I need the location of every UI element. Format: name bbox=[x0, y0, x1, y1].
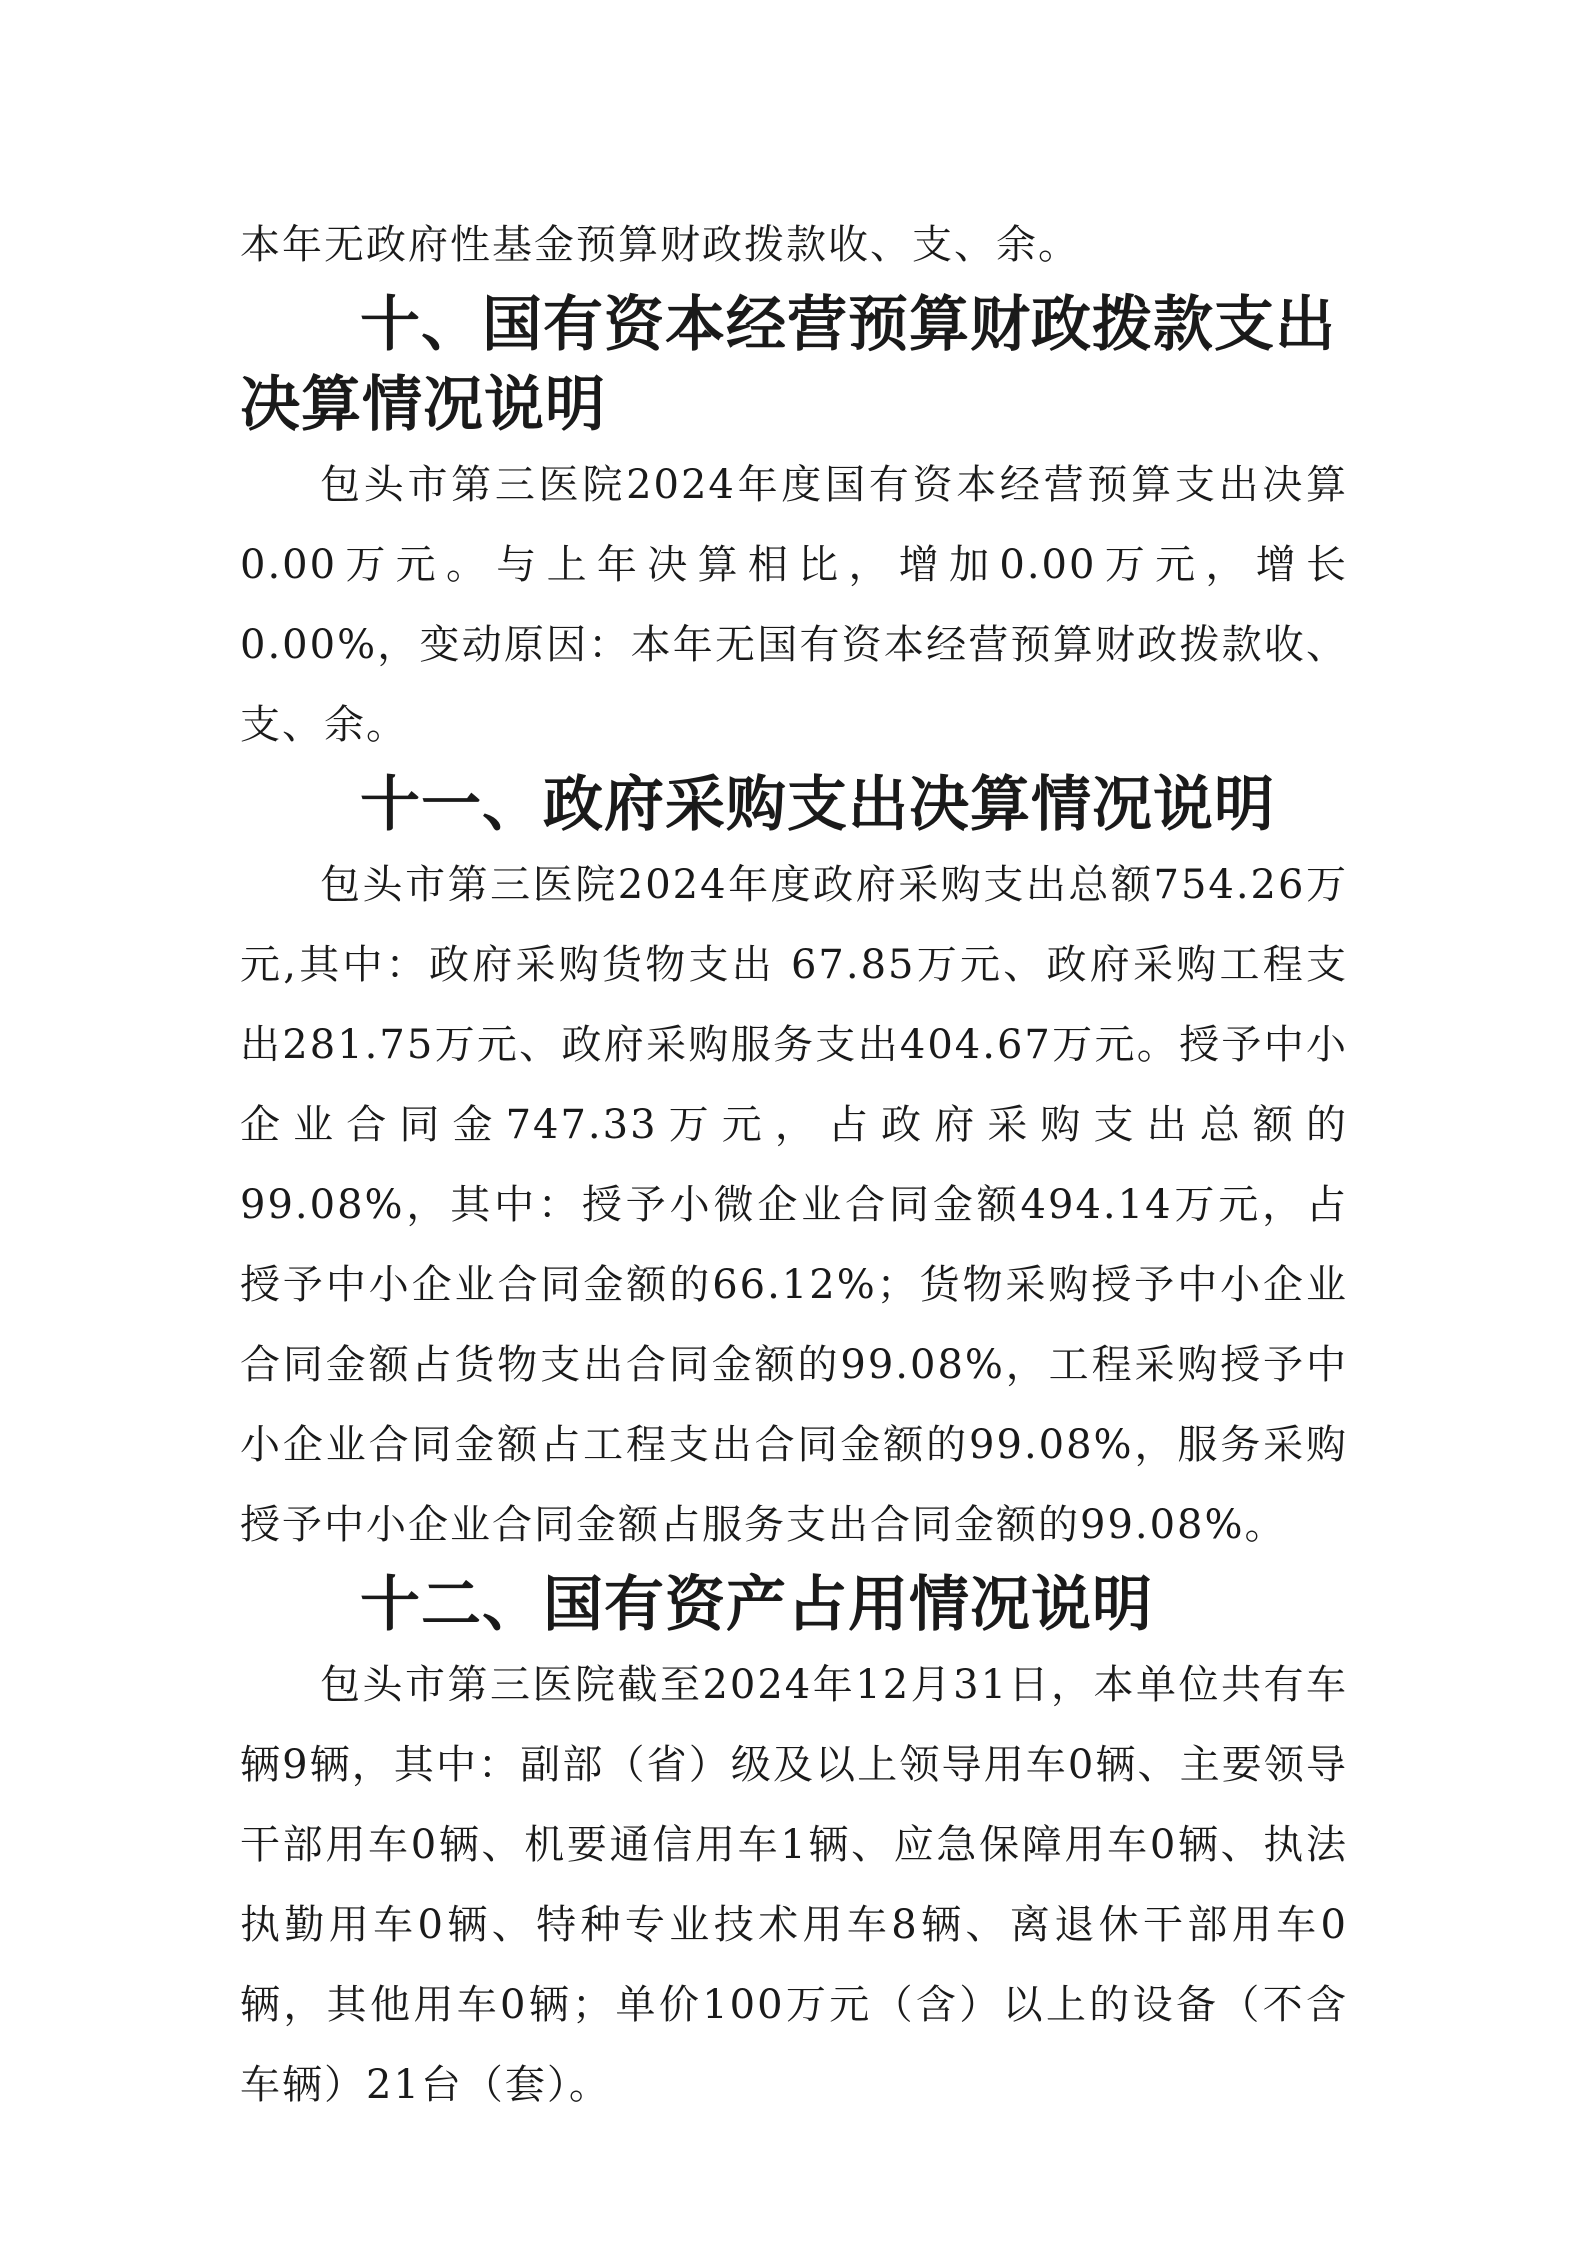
section-11-heading: 十一、政府采购支出决算情况说明 bbox=[360, 770, 1275, 840]
intro-paragraph: 本年无政府性基金预算财政拨款收、支、余。 bbox=[240, 222, 1080, 268]
section-12-body: 包头市第三医院截至2024年12月31日，本单位共有车辆9辆，其中：副部（省）级及以上领导用车0辆、主要领导干部用车0辆、机要通信用车1辆、应急保障用车0辆、执法执勤用车0辆、特种专业技术用车8辆、离退休干部用车0辆，其他用车0辆；单价100万元（含）以上的设备（不含车辆）21台（套）。 bbox=[240, 1662, 1348, 2108]
section-10-heading: 十、国有资本经营预算财政拨款支出决算情况说明 bbox=[240, 290, 1336, 440]
document-page bbox=[240, 205, 1348, 2125]
section-10-body: 包头市第三医院2024年度国有资本经营预算支出决算0.00万元。与上年决算相比，增加0.00万元，增长0.00%，变动原因：本年无国有资本经营预算财政拨款收、支、余。 bbox=[240, 462, 1348, 748]
section-12-heading: 十二、国有资产占用情况说明 bbox=[360, 1570, 1153, 1640]
section-11-body: 包头市第三医院2024年度政府采购支出总额754.26万元,其中：政府采购货物支出 67.85万元、政府采购工程支出281.75万元、政府采购服务支出404.67万元。授予中小企业合同金747.33万元，占政府采购支出总额的99.08%，其中：授予小微企业合同金额494.14万元，占授予中小企业合同金额的66.12%；货物采购授予中小企业合同金额占货物支出合同金额的99.08%，工程采购授予中小企业合同金额占工程支出合同金额的99.08%，服务采购授予中小企业合同金额占服务支出合同金额的99.08%。 bbox=[240, 862, 1348, 1548]
